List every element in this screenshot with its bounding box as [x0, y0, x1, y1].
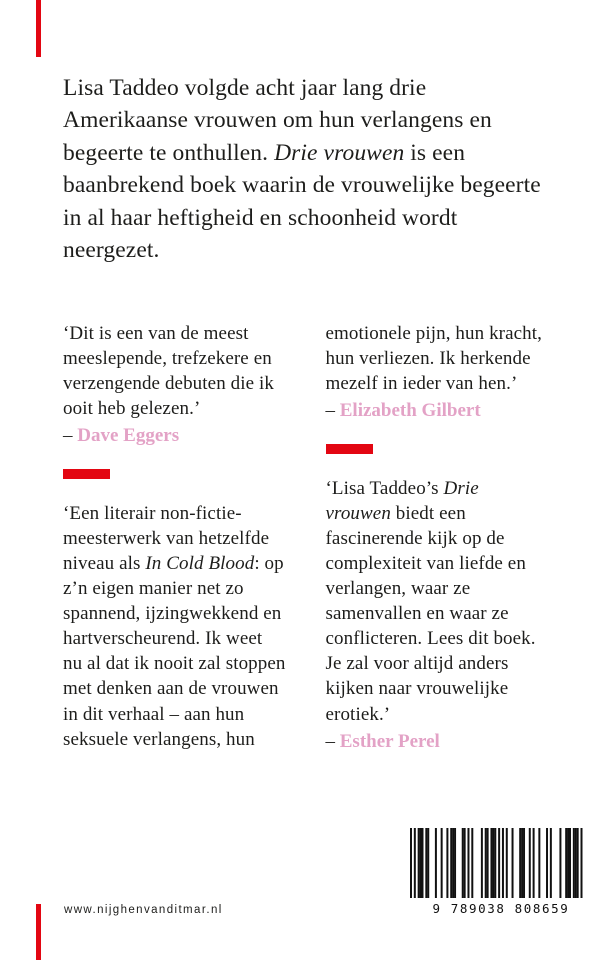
spine-mark-top	[36, 0, 41, 57]
attribution-dash: –	[63, 424, 73, 446]
attribution-dash: –	[325, 399, 335, 421]
intro-text-2: is een baanbrekend boek waarin de vrouwelijke begeerte in al haar heftigheid en schoonheid wordt neergezet.	[63, 139, 541, 264]
spine-mark-bottom	[36, 904, 41, 960]
red-divider-right	[326, 444, 373, 454]
quote-text: ‘Lisa Taddeo’s	[325, 477, 444, 499]
publisher-website: www.nijghenvanditmar.nl	[64, 904, 223, 916]
quote-elizabeth-gilbert-end: emotionele pijn, hun kracht, hun verliezen. Ik herkende mezelf in ieder van hen.’	[325, 322, 542, 394]
book-title-italic: Drie vrouwen	[325, 477, 479, 524]
author-name: Elizabeth Gilbert	[339, 399, 481, 421]
quotes-column-right	[326, 321, 549, 754]
intro-text-1: Lisa Taddeo volgde acht jaar lang drie Amerikaanse vrouwen om hun verlangens en begeerte te onthullen.	[63, 75, 492, 166]
quote-elizabeth-gilbert-start	[63, 501, 286, 752]
book-title-italic: Drie vrouwen	[274, 139, 405, 166]
attribution-dash: –	[325, 730, 335, 752]
quote-text: ‘Een literair non-fictie-meesterwerk van hetzelfde niveau als	[63, 502, 270, 575]
intro-paragraph	[63, 72, 548, 267]
cited-title-italic: In Cold Blood	[145, 553, 255, 575]
quote-text: : op z’n eigen manier net zo spannend, ijzingwekkend en hartverscheurend. Ik weet nu al dat ik nooit zal stoppen met denken aan de vrouwen in dit verhaal – aan hun seksuele verlangens, hun	[63, 553, 286, 750]
quotes-section	[63, 321, 548, 754]
quote-esther-perel	[326, 476, 549, 727]
barcode-icon	[410, 828, 592, 898]
red-divider-left	[63, 469, 110, 479]
quotes-column-left	[63, 321, 286, 754]
barcode-block	[410, 828, 592, 916]
attribution-elizabeth-gilbert	[326, 398, 549, 423]
author-name: Dave Eggers	[77, 424, 180, 446]
quote-text: biedt een fascinerende kijk op de complexiteit van liefde en verlangen, waar ze samenvallen en waar ze conflicteren. Lees dit boek. Je zal voor altijd anders kijken naar vrouwelijke erotiek.’	[325, 502, 536, 725]
author-name: Esther Perel	[339, 730, 440, 752]
isbn-number: 9 789038 808659	[432, 901, 570, 916]
attribution-esther-perel	[326, 729, 549, 754]
attribution-dave-eggers	[63, 423, 286, 448]
quote-dave-eggers: ‘Dit is een van de meest meeslepende, trefzekere en verzengende debuten die ik ooit heb gelezen.’	[63, 322, 274, 419]
